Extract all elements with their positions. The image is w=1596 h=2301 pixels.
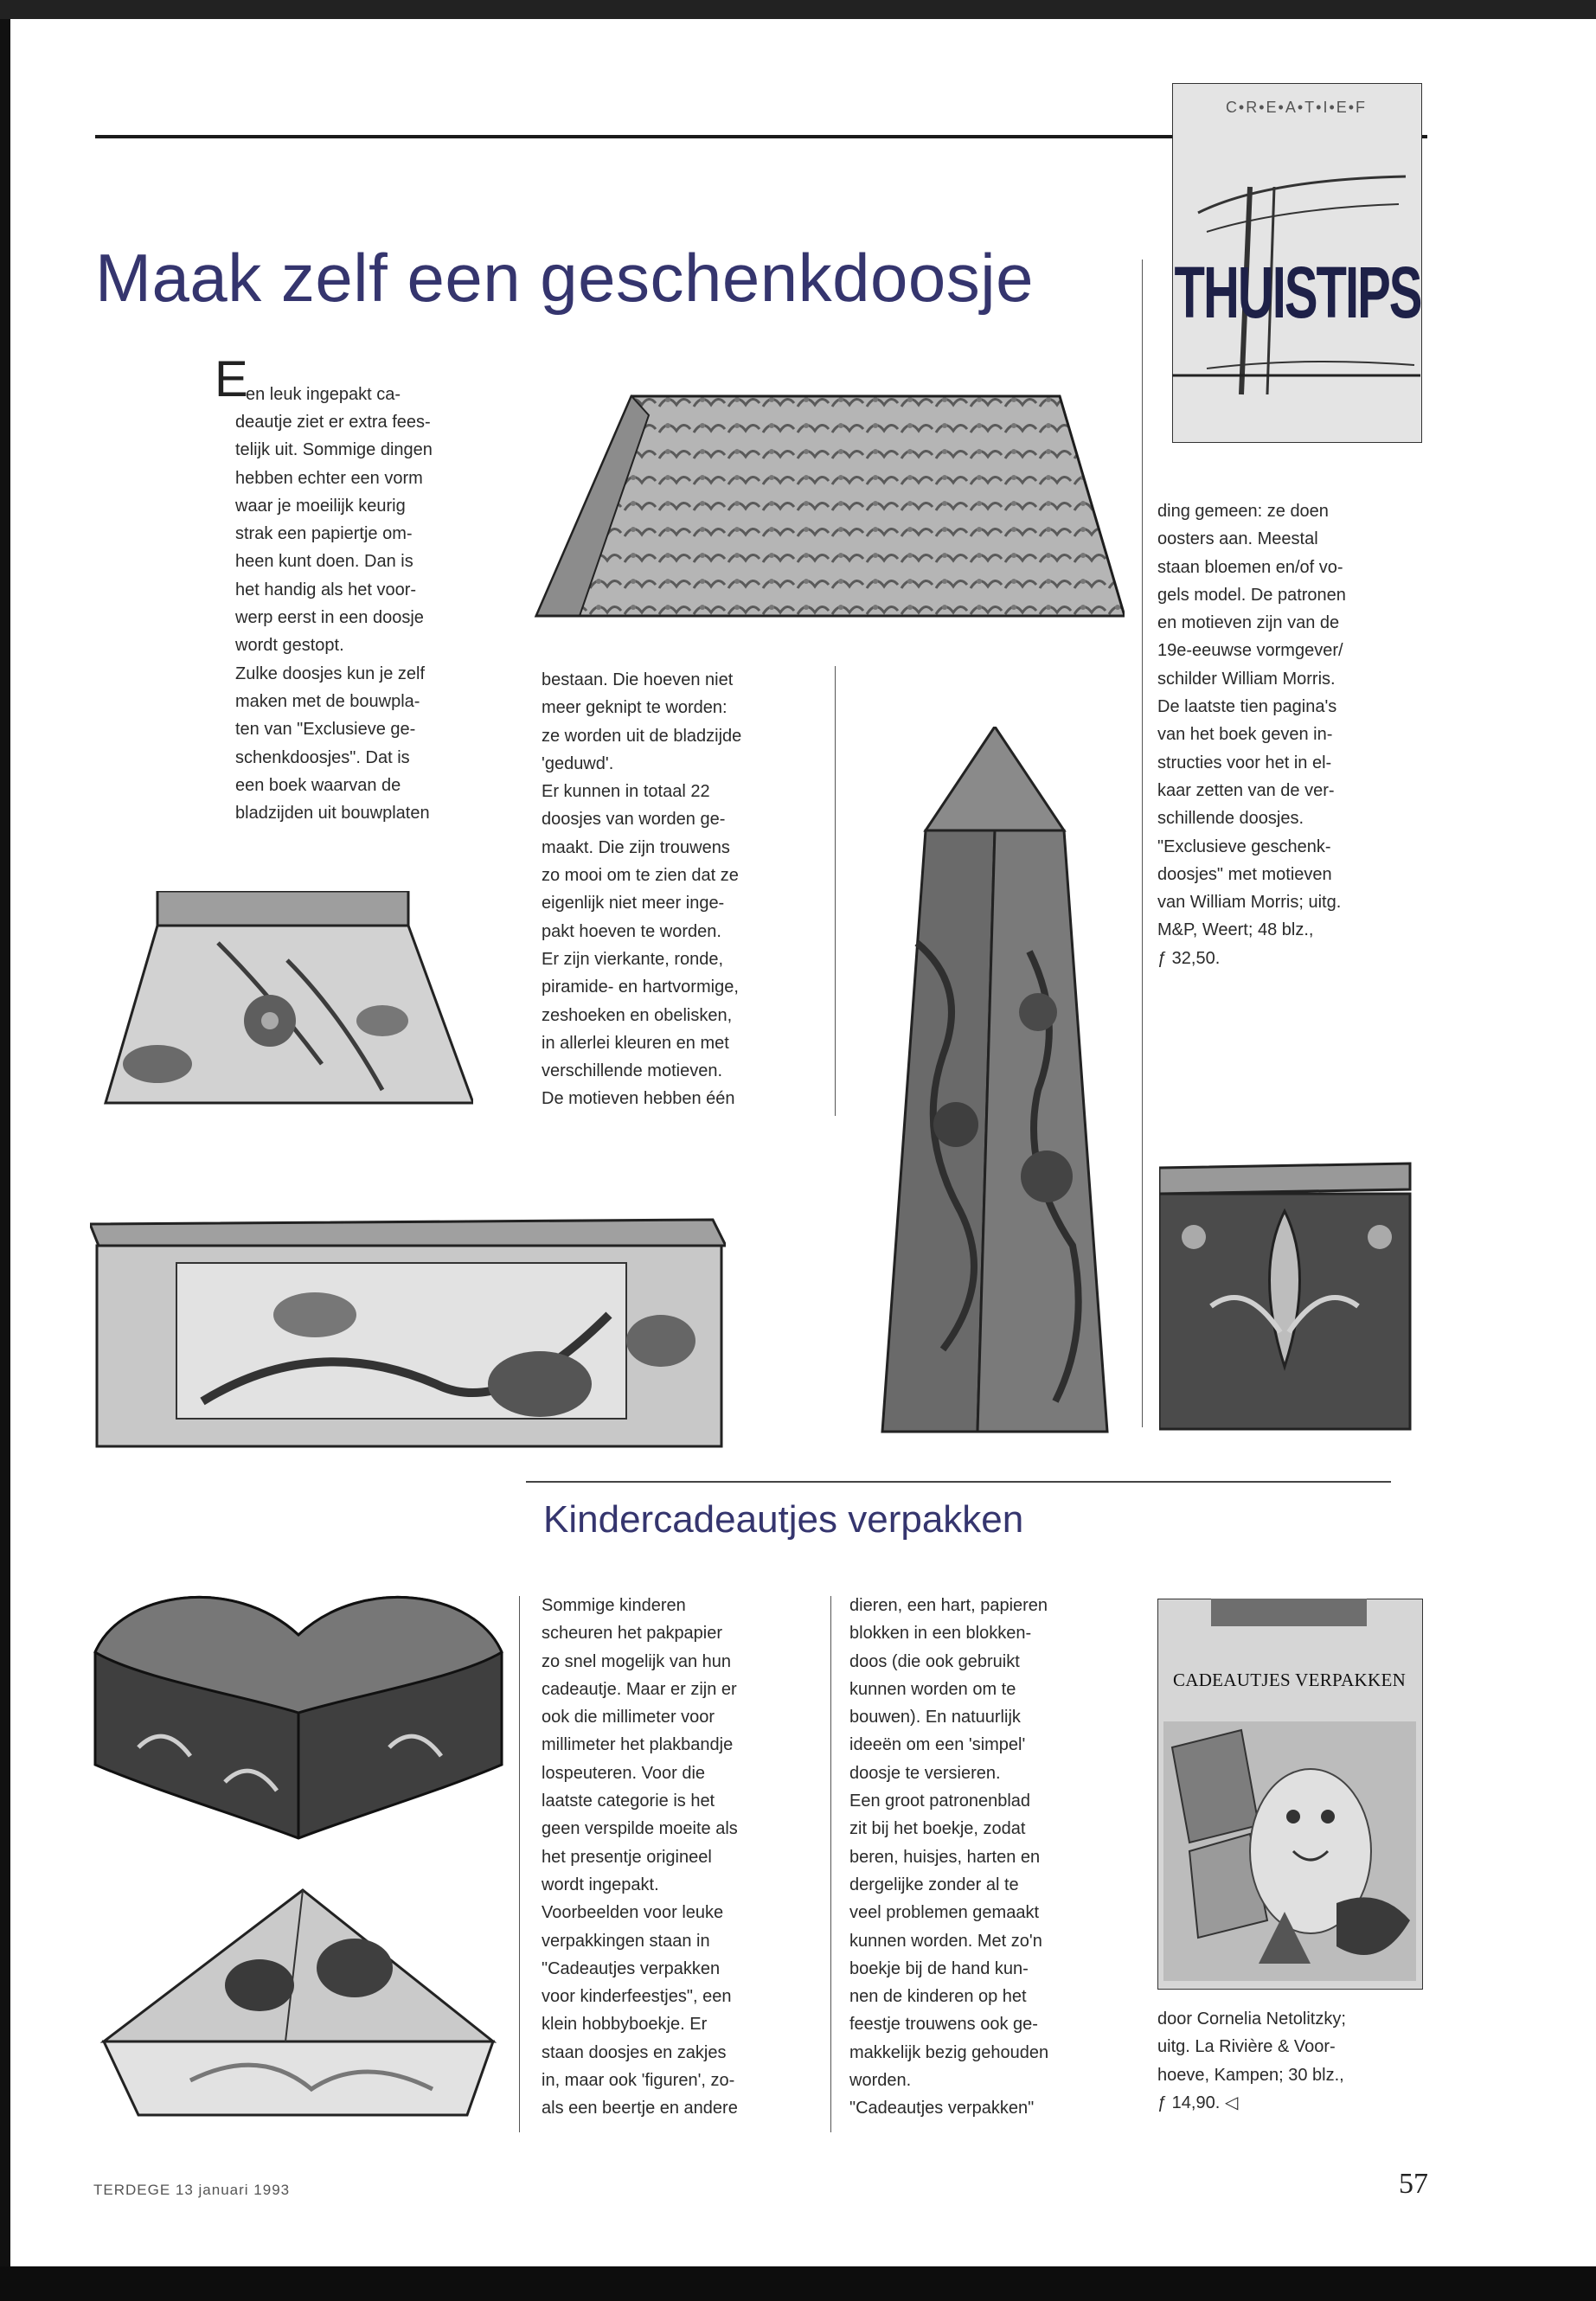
text-line: oosters aan. Meestal <box>1157 529 1318 549</box>
text-line: klein hobbyboekje. Er <box>542 2015 708 2035</box>
text-line: doos (die ook gebruikt <box>849 1651 1020 1671</box>
text-line: een boek waarvan de <box>235 775 401 795</box>
text-line: "Exclusieve geschenk- <box>1157 836 1331 856</box>
text-line: van het boek geven in- <box>1157 725 1333 745</box>
text-line: cadeautje. Maar er zijn er <box>542 1679 737 1699</box>
text-line: Voorbeelden voor leuke <box>542 1903 724 1923</box>
text-line: makkelijk bezig gehouden <box>849 2042 1049 2062</box>
text-line: kunnen worden om te <box>849 1679 1016 1699</box>
text-line: zo mooi om te zien dat ze <box>542 866 739 886</box>
text-line: 'geduwd'. <box>542 753 614 773</box>
text-line: Een groot patronenblad <box>849 1791 1031 1811</box>
text-line: piramide- en hartvormige, <box>542 977 739 997</box>
text-line: meer geknipt te worden: <box>542 698 727 718</box>
text-line: doosjes van worden ge- <box>542 810 726 830</box>
text-line: beren, huisjes, harten en <box>849 1847 1041 1867</box>
article1-column-1 <box>246 381 522 408</box>
text-line: kunnen worden. Met zo'n <box>849 1931 1042 1951</box>
heart-box-illustration <box>87 1583 510 1843</box>
text-line: waar je moeilijk keurig <box>235 496 406 516</box>
text-line: wordt gestopt. <box>235 636 344 656</box>
article2-column-1 <box>542 1592 827 2123</box>
article1-column-2 <box>542 666 827 1113</box>
text-line: pakt hoeven te worden. <box>542 921 721 941</box>
book-cover-ribbon <box>1211 1599 1367 1626</box>
text-line: uitg. La Rivière & Voor- <box>1157 2037 1336 2057</box>
section-label: C•R•E•A•T•I•E•F <box>1225 99 1368 116</box>
text-line: heen kunt doen. Dan is <box>235 552 413 572</box>
section-rule <box>526 1481 1391 1483</box>
square-box-illustration <box>1159 1150 1419 1432</box>
text-line: ideeën om een 'simpel' <box>849 1735 1026 1755</box>
text-line: het presentje origineel <box>542 1847 712 1867</box>
text-line: blokken in een blokken- <box>849 1624 1032 1644</box>
trapezoid-box-illustration <box>519 389 1125 623</box>
text-line: werp eerst in een doosje <box>235 608 424 628</box>
text-line: ten van "Exclusieve ge- <box>235 720 416 740</box>
text-line: lospeuteren. Voor die <box>542 1763 706 1783</box>
article1-column-3 <box>1157 497 1426 972</box>
text-line: dergelijke zonder al te <box>849 1875 1019 1894</box>
text-line: voor kinderfeestjes", een <box>542 1987 732 2007</box>
article2-column-2 <box>849 1592 1144 2123</box>
text-line: ƒ 32,50. <box>1157 948 1221 968</box>
lamp-box-illustration <box>97 891 473 1107</box>
text-line: zo snel mogelijk van hun <box>542 1651 732 1671</box>
text-line: bladzijden uit bouwplaten <box>235 804 430 824</box>
footer-publication: TERDEGE 13 januari 1993 <box>93 2182 291 2198</box>
text-line: ze worden uit de bladzijde <box>542 726 742 746</box>
text-line: nen de kinderen op het <box>849 1987 1027 2007</box>
text-line: M&P, Weert; 48 blz., <box>1157 920 1314 940</box>
text-line: gels model. De patronen <box>1157 585 1346 605</box>
text-line: Er zijn vierkante, ronde, <box>542 949 724 969</box>
text-line: De motieven hebben één <box>542 1089 735 1109</box>
text-line: geen verspilde moeite als <box>542 1819 738 1839</box>
drop-cap: E <box>215 351 248 407</box>
column-divider <box>519 1596 520 2132</box>
article2-column-3 <box>1157 2005 1426 2117</box>
text-line: dieren, een hart, papieren <box>849 1596 1048 1615</box>
text-line: "Cadeautjes verpakken" <box>849 2099 1035 2118</box>
text-line: ook die millimeter voor <box>542 1708 715 1727</box>
text-line: strak een papiertje om- <box>235 524 413 544</box>
text-line: doosje te versieren. <box>849 1763 1001 1783</box>
text-line: 19e-eeuwse vormgever/ <box>1157 641 1343 661</box>
text-line: bestaan. Die hoeven niet <box>542 670 734 689</box>
text-line: maken met de bouwpla- <box>235 691 420 711</box>
text-line: Sommige kinderen <box>542 1596 686 1615</box>
text-line: eigenlijk niet meer inge- <box>542 894 725 913</box>
text-line: deautje ziet er extra fees- <box>235 413 431 432</box>
text-line: Er kunnen in totaal 22 <box>542 782 710 802</box>
text-line: maakt. Die zijn trouwens <box>542 837 730 857</box>
page-frame-left <box>0 19 10 2268</box>
text-line: De laatste tien pagina's <box>1157 697 1337 717</box>
text-line: ding gemeen: ze doen <box>1157 502 1329 521</box>
text-line: schilder William Morris. <box>1157 669 1336 689</box>
column-divider <box>1142 260 1143 1427</box>
text-line: staan doosjes en zakjes <box>542 2042 727 2062</box>
book-cover-title: CADEAUTJES VERPAKKEN <box>1172 1670 1407 1690</box>
text-line: Zulke doosjes kun je zelf <box>235 663 426 683</box>
page-frame-top <box>0 0 1596 19</box>
text-line: feestje trouwens ook ge- <box>849 2015 1038 2035</box>
text-line: hebben echter een vorm <box>235 468 423 488</box>
text-line: millimeter het plakbandje <box>542 1735 734 1755</box>
text-line: en motieven zijn van de <box>1157 613 1340 633</box>
text-line: worden. <box>849 2071 912 2091</box>
column-divider <box>830 1596 831 2132</box>
pyramid-box-illustration <box>87 1881 510 2119</box>
text-line: staan bloemen en/of vo- <box>1157 557 1343 577</box>
page-frame-bottom <box>0 2266 1596 2301</box>
text-line: bouwen). En natuurlijk <box>849 1708 1021 1727</box>
text-line: veel problemen gemaakt <box>849 1903 1040 1923</box>
text-line: ƒ 14,90. ◁ <box>1157 2093 1239 2112</box>
article-title: Maak zelf een geschenkdoosje <box>95 240 1035 316</box>
column-divider <box>835 666 836 1116</box>
text-line: door Cornelia Netolitzky; <box>1157 2009 1346 2029</box>
text-line: telijk uit. Sommige dingen <box>235 440 433 460</box>
text-line: verpakkingen staan in <box>542 1931 710 1951</box>
text-line: laatste categorie is het <box>542 1791 715 1811</box>
section-logo-wordmark: THUISTIPS <box>1174 252 1421 334</box>
text-line: scheuren het pakpapier <box>542 1624 723 1644</box>
text-line: hoeve, Kampen; 30 blz., <box>1157 2065 1344 2085</box>
article2-title: Kindercadeautjes verpakken <box>543 1498 1024 1541</box>
text-line: van William Morris; uitg. <box>1157 893 1342 913</box>
text-line: in allerlei kleuren en met <box>542 1033 729 1053</box>
text-line: in, maar ook 'figuren', zo- <box>542 2071 735 2091</box>
text-line: doosjes" met motieven <box>1157 864 1332 884</box>
text-line: schenkdoosjes". Dat is <box>235 747 410 767</box>
obelisk-box-illustration <box>865 727 1125 1436</box>
text-line: verschillende motieven. <box>542 1061 722 1081</box>
text-line: en leuk ingepakt ca- <box>246 385 401 404</box>
page-number: 57 <box>1399 2168 1428 2200</box>
text-line: structies voor het in el- <box>1157 753 1332 772</box>
text-line: boekje bij de hand kun- <box>849 1958 1029 1978</box>
text-line: zit bij het boekje, zodat <box>849 1819 1026 1839</box>
text-line: kaar zetten van de ver- <box>1157 780 1335 800</box>
long-box-illustration <box>90 1211 726 1453</box>
book-cover-image <box>1163 1721 1416 1981</box>
article1-column-1-body <box>235 408 521 827</box>
text-line: schillende doosjes. <box>1157 809 1304 829</box>
text-line: als een beertje en andere <box>542 2099 738 2118</box>
text-line: wordt ingepakt. <box>542 1875 659 1894</box>
text-line: het handig als het voor- <box>235 580 417 599</box>
text-line: "Cadeautjes verpakken <box>542 1958 721 1978</box>
text-line: zeshoeken en obelisken, <box>542 1005 733 1025</box>
